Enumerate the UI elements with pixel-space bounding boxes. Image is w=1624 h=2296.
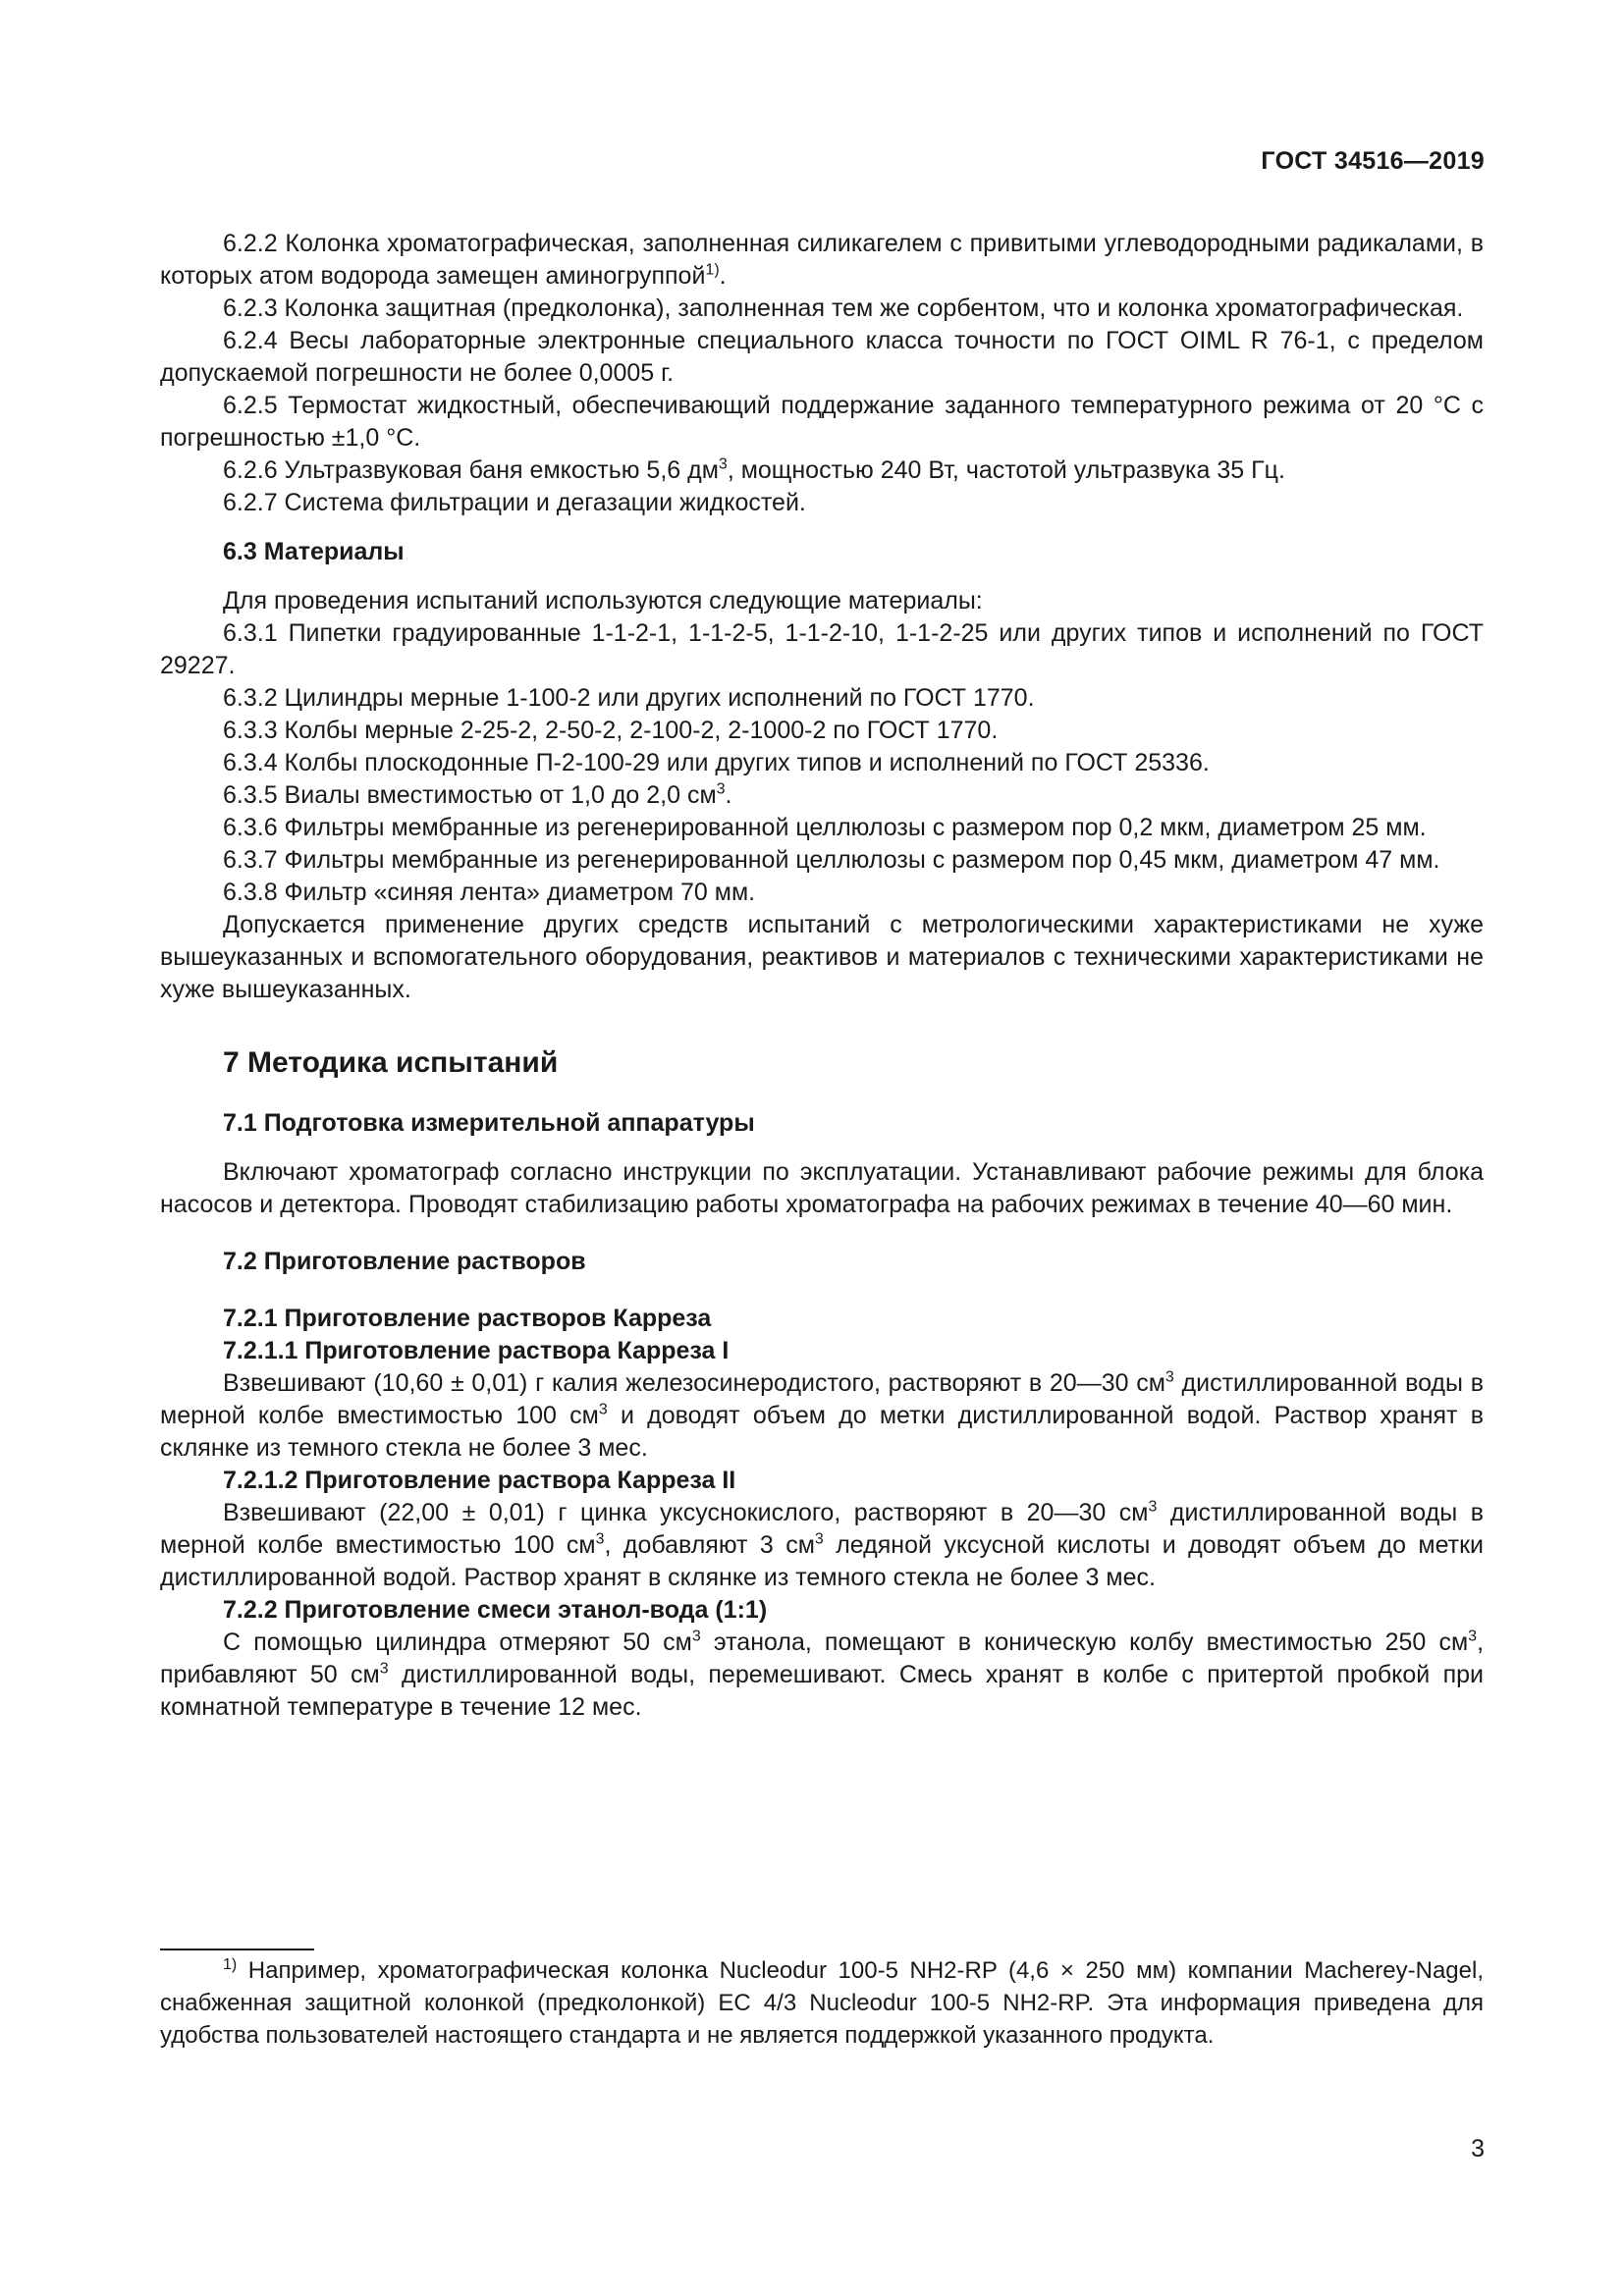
clause-6-2-4: 6.2.4 Весы лабораторные электронные специального класса точности по ГОСТ OIML R 76-1, с пределом допускаемой погрешности не более 0,0005 г. [160, 327, 1484, 387]
heading-6-3: 6.3 Материалы [223, 538, 405, 565]
clause-6-3-6: 6.3.6 Фильтры мембранные из регенерированной целлюлозы с размером пор 0,2 мкм, диаметром 25 мм. [223, 814, 1427, 841]
clause-6-3-7: 6.3.7 Фильтры мембранные из регенерированной целлюлозы с размером пор 0,45 мкм, диаметром 47 мм. [223, 846, 1440, 874]
footnote-ref[interactable]: 1) [705, 261, 720, 279]
clause-6-3-8: 6.3.8 Фильтр «синяя лента» диаметром 70 мм. [223, 879, 756, 906]
heading-7-2-1-1: 7.2.1.1 Приготовление раствора Карреза I [223, 1337, 730, 1364]
clause-6-3-4: 6.3.4 Колбы плоскодонные П-2-100-29 или других типов и исполнений по ГОСТ 25336. [223, 749, 1210, 776]
paragraph-7-2-1-2: Взвешивают (22,00 ± 0,01) г цинка уксуснокислого, растворяют в 20—30 $см^3$ дистиллированной воды в мерной колбе вместимостью 100 $см^3$, добавляют 3 $см^3$ ледяной уксусной кислоты и доводят объем до метки дистиллированной водой. Раствор хранят в склянке из темного стекла не более 3 мес. [160, 1498, 1485, 1591]
document-number: ГОСТ 34516—2019 [1261, 147, 1485, 175]
clause-6-2-2: 6.2.2 Колонка хроматографическая, заполненная силикагелем с привитыми углеводородными радикалами, в которых атом водорода замещен аминогруппой$^{1)}$. [160, 230, 1484, 290]
heading-7-2-1-2: 7.2.1.2 Приготовление раствора Карреза II [223, 1467, 736, 1494]
clause-6-3-1: 6.3.1 Пипетки градуированные 1-1-2-1, 1-1-2-5, 1-1-2-10, 1-1-2-25 или других типов и исполнений по ГОСТ 29227. [160, 619, 1484, 679]
materials-intro: Для проведения испытаний используются следующие материалы: [223, 587, 983, 614]
footnote-separator [160, 1949, 314, 1950]
footnote-text: Например, хроматографическая колонка Nucleodur 100-5 NH2-RP (4,6 × 250 мм) компании Macherey-Nagel, снабженная защитной колонкой (предколонкой) EC 4/3 Nucleodur 100-5 NH2-RP. Эта информация приведена для удобства пользователей настоящего стандарта и не является поддержкой указанного продукта. [160, 1957, 1484, 2049]
footnote-marker: 1) [223, 1956, 238, 1973]
heading-7-1: 7.1 Подготовка измерительной аппаратуры [223, 1109, 755, 1137]
materials-note: Допускается применение других средств испытаний с метрологическими характеристиками не хуже вышеуказанных и вспомогательного оборудования, реактивов и материалов с техническими характеристиками не хуже вышеуказанных. [160, 911, 1484, 1003]
clause-6-3-3: 6.3.3 Колбы мерные 2-25-2, 2-50-2, 2-100-2, 2-1000-2 по ГОСТ 1770. [223, 717, 999, 744]
footnote [160, 1954, 1484, 2052]
heading-7: 7 Методика испытаний [223, 1046, 559, 1079]
paragraph-7-2-2: С помощью цилиндра отмеряют 50 $см^3$ этанола, помещают в коническую колбу вместимостью 250 $см^3$, прибавляют 50 $см^3$ дистиллированной воды, перемешивают. Смесь хранят в колбе с притертой пробкой при комнатной температуре в течение 12 мес. [160, 1628, 1485, 1721]
heading-7-2: 7.2 Приготовление растворов [223, 1248, 586, 1275]
main-text [160, 228, 1484, 1724]
clause-6-2-5: 6.2.5 Термостат жидкостный, обеспечивающий поддержание заданного температурного режима от 20 °С с погрешностью ±1,0 °С. [160, 392, 1484, 452]
paragraph-7-1: Включают хроматограф согласно инструкции по эксплуатации. Устанавливают рабочие режимы для блока насосов и детектора. Проводят стабилизацию работы хроматографа на рабочих режимах в течение 40—60 мин. [160, 1158, 1484, 1218]
paragraph-7-2-1-1: Взвешивают (10,60 ± 0,01) г калия железосинеродистого, растворяют в 20—30 $см^3$ дистиллированной воды в мерной колбе вместимостью 100 $см^3$ и доводят объем до метки дистиллированной водой. Раствор хранят в склянке из темного стекла не более 3 мес. [160, 1368, 1484, 1462]
heading-7-2-2: 7.2.2 Приготовление смеси этанол-вода (1:1) [223, 1596, 768, 1624]
page-number: 3 [1471, 2135, 1485, 2163]
heading-7-2-1: 7.2.1 Приготовление растворов Карреза [223, 1305, 712, 1332]
clause-6-2-7: 6.2.7 Система фильтрации и дегазации жидкостей. [223, 489, 806, 516]
clause-6-3-2: 6.3.2 Цилиндры мерные 1-100-2 или других исполнений по ГОСТ 1770. [223, 684, 1035, 712]
clause-6-2-6: 6.2.6 Ультразвуковая баня емкостью 5,6 $дм^3$, мощностью 240 Вт, частотой ультразвука 35 Гц. [223, 455, 1285, 484]
clause-6-3-5: 6.3.5 Виалы вместимостью от 1,0 до 2,0 $см^3$. [223, 780, 732, 809]
clause-6-2-3: 6.2.3 Колонка защитная (предколонка), заполненная тем же сорбентом, что и колонка хроматографическая. [223, 294, 1464, 322]
